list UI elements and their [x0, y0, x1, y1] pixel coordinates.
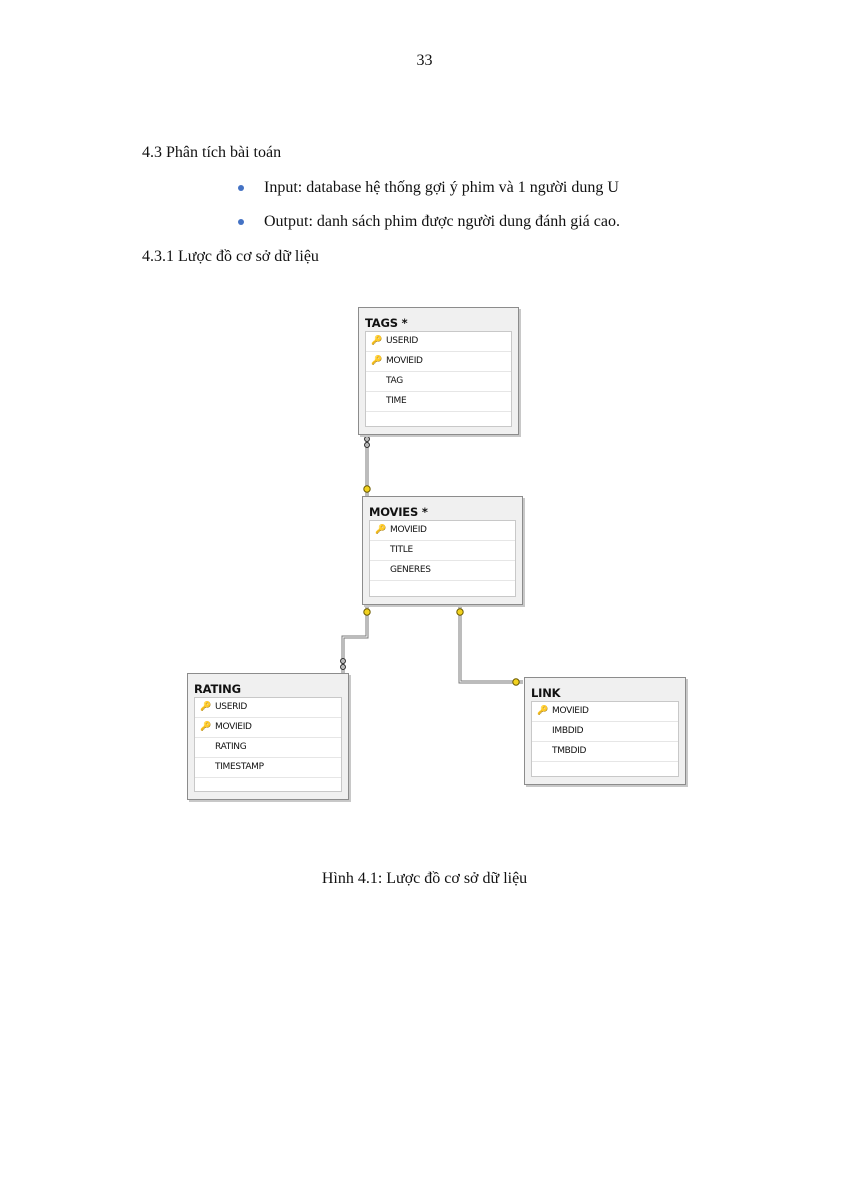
column-row[interactable]: 🔑 MOVIEID	[366, 352, 511, 372]
key-end-icon	[364, 609, 370, 615]
table-columns	[365, 331, 512, 427]
key-icon: 🔑	[200, 722, 212, 732]
column-row[interactable]: GENERES	[370, 561, 515, 581]
key-icon: 🔑	[537, 706, 549, 716]
table-columns	[194, 697, 342, 792]
subsection-heading: 4.3.1 Lược đồ cơ sở dữ liệu	[142, 248, 319, 265]
table-rating[interactable]	[187, 673, 349, 800]
table-tags[interactable]	[358, 307, 519, 435]
column-row[interactable]: 🔑 MOVIEID	[195, 718, 341, 738]
figure-caption: Hình 4.1: Lược đồ cơ sở dữ liệu	[321, 870, 528, 887]
key-icon: 🔑	[375, 525, 387, 535]
key-end-icon	[513, 679, 519, 685]
key-end-icon	[457, 609, 463, 615]
table-title: MOVIES *	[369, 505, 428, 519]
bullet-text: Input: database hệ thống gợi ý phim và 1 người dung U	[264, 179, 619, 196]
key-icon: 🔑	[371, 336, 383, 346]
table-title: LINK	[531, 686, 561, 700]
column-row[interactable]: 🔑 USERID	[195, 698, 341, 718]
key-icon: 🔑	[200, 702, 212, 712]
table-link[interactable]	[524, 677, 686, 785]
column-row[interactable]: RATING	[195, 738, 341, 758]
table-title: TAGS *	[365, 316, 408, 330]
column-row[interactable]: IMBDID	[532, 722, 678, 742]
section-heading: 4.3 Phân tích bài toán	[142, 144, 282, 161]
relation-movies-rating	[343, 604, 367, 673]
column-row[interactable]: TIME	[366, 392, 511, 412]
column-row[interactable]: TAG	[366, 372, 511, 392]
key-end-icon	[364, 486, 370, 492]
column-row[interactable]: TMBDID	[532, 742, 678, 762]
table-title: RATING	[194, 682, 241, 696]
relation-movies-link	[460, 604, 523, 682]
key-icon: 🔑	[371, 356, 383, 366]
bullet-text: Output: danh sách phim được người dung đánh giá cao.	[264, 213, 620, 230]
column-row[interactable]: TIMESTAMP	[195, 758, 341, 778]
column-row[interactable]: 🔑 USERID	[366, 332, 511, 352]
table-movies[interactable]	[362, 496, 523, 605]
table-columns	[531, 701, 679, 777]
table-columns	[369, 520, 516, 597]
page-number: 33	[416, 52, 433, 69]
column-row[interactable]: 🔑 MOVIEID	[532, 702, 678, 722]
column-row[interactable]: TITLE	[370, 541, 515, 561]
column-row[interactable]: 🔑 MOVIEID	[370, 521, 515, 541]
